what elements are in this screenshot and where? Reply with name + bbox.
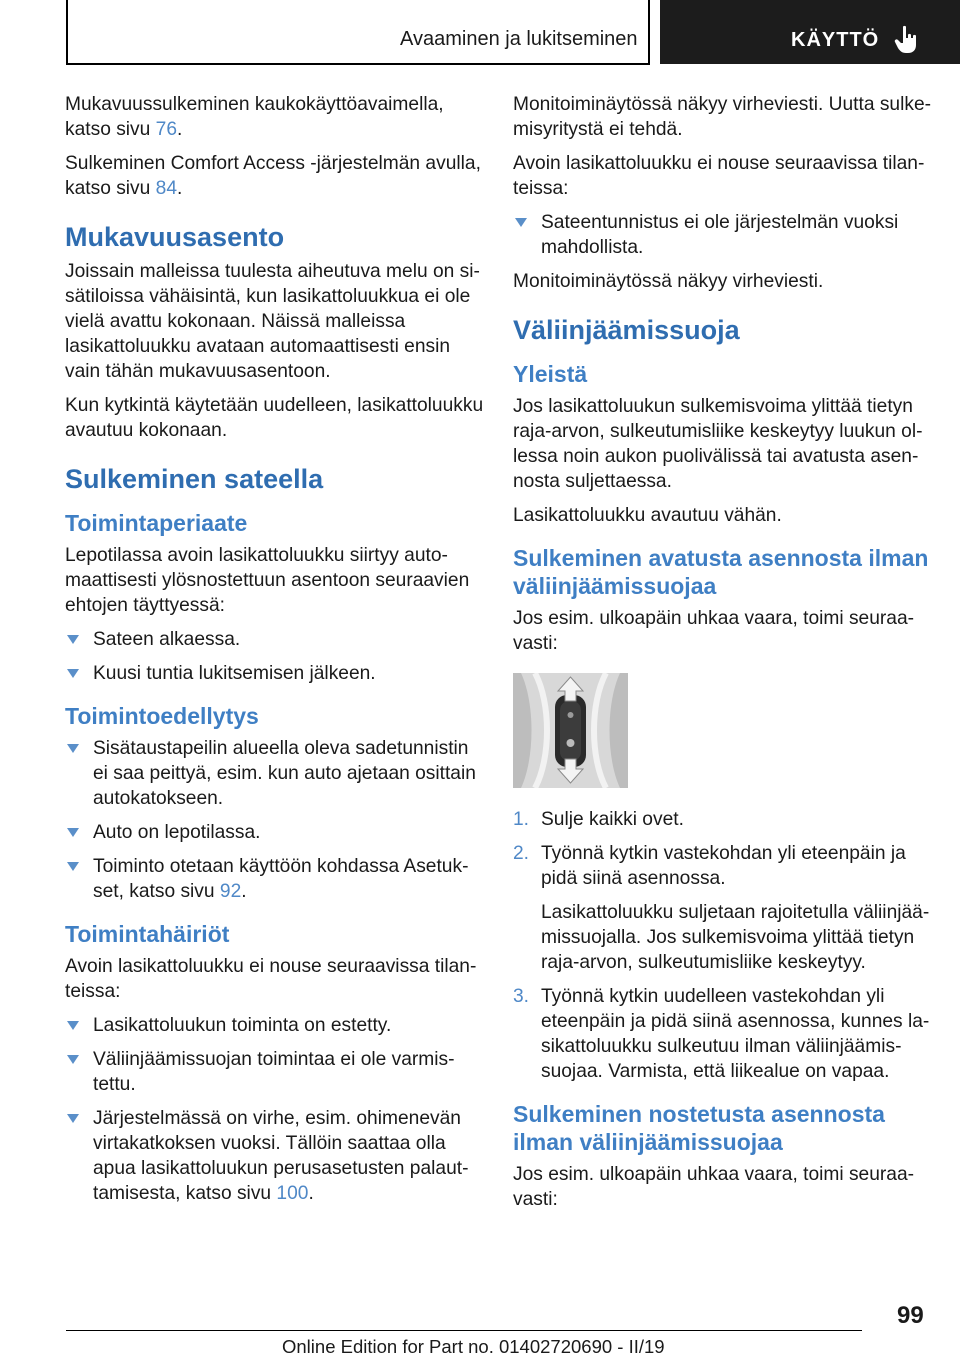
page-link[interactable]: 100 (276, 1183, 309, 1204)
paragraph: Sulkeminen Comfort Access -järjestelmän avulla, katso sivu 84. (65, 153, 481, 199)
left-column (65, 92, 485, 1215)
triangle-bullet-icon (67, 1114, 79, 1123)
roof-switch-illustration (513, 673, 628, 788)
paragraph: Monitoiminäytössä näkyy virheviesti. (513, 271, 824, 292)
bullet-list (513, 210, 933, 260)
paragraph: Monitoiminäytössä näkyy virheviesti. Uutta sulkemisyritystä ei tehdä. (513, 94, 932, 140)
paragraph: Lasikattoluukku avautuu vähän. (513, 505, 782, 526)
chapter-label: KÄYTTÖ (791, 29, 880, 51)
list-item: Lasikattoluukun toiminta on estetty. (65, 1013, 485, 1038)
page-link[interactable]: 92 (219, 881, 242, 902)
triangle-bullet-icon (67, 669, 79, 678)
heading-sulkeminen-avatusta: Sulkeminen avatusta asennosta ilman väliinjäämissuojaa (513, 545, 929, 599)
list-item: Kuusi tuntia lukitsemisen jälkeen. (65, 661, 485, 686)
heading-sulkeminen-nostetusta: Sulkeminen nostetusta asennosta ilman väliinjäämissuojaa (513, 1101, 885, 1155)
step-item: 3. Työnnä kytkin uudelleen vastekohdan yli eteenpäin ja pidä siinä asennossa, kunnes lasikattoluukku sulkeutuu ilman väliinjäämissuojaa. Varmista, että liikealue on vapaa. (513, 986, 930, 1082)
list-item: Väliinjäämissuojan toimintaa ei ole varmistettu. (65, 1047, 485, 1097)
section-title: Avaaminen ja lukitseminen (400, 28, 638, 50)
heading-toimintahairiot: Toimintahäiriöt (65, 921, 230, 947)
list-item: Järjestelmässä on virhe, esim. ohimenevän virtakatkoksen vuoksi. Tällöin saattaa olla apua lasikattoluukun perusasetusten palauttamisesta, katso sivu 100. (65, 1106, 485, 1206)
triangle-bullet-icon (67, 862, 79, 871)
paragraph: Avoin lasikattoluukku ei nouse seuraavissa tilanteissa: (65, 956, 477, 1002)
list-item: Sateentunnistus ei ole järjestelmän vuoksi mahdollista. (513, 210, 933, 260)
paragraph: Avoin lasikattoluukku ei nouse seuraavissa tilanteissa: (513, 153, 925, 199)
paragraph: Mukavuussulkeminen kaukokäyttöavaimella, katso sivu 76. (65, 94, 444, 140)
numbered-steps (513, 807, 933, 1084)
step-item: 2. Työnnä kytkin vastekohdan yli eteenpäin ja pidä siinä asennossa. Lasikattoluukku suljetaan rajoitetulla väliinjäämissuojalla. Jos sulkemisvoima ylittää tietyn raja-arvon, sulkeutumisliike keskeytyy. (513, 843, 930, 973)
page-link[interactable]: 84 (155, 178, 177, 199)
heading-sulkeminen-sateella: Sulkeminen sateella (65, 464, 324, 494)
header-rule-left (66, 0, 68, 64)
triangle-bullet-icon (67, 1055, 79, 1064)
paragraph: Lepotilassa avoin lasikattoluukku siirtyy automaattisesti ylösnostettuun asentoon seuraavien ehtojen täyttyessä: (65, 545, 470, 616)
step-item: 1. Sulje kaikki ovet. (513, 809, 684, 830)
heading-toimintoedellytys: Toimintoedellytys (65, 703, 259, 729)
chapter-tab[interactable] (660, 0, 960, 64)
list-item: Sateen alkaessa. (65, 627, 485, 652)
triangle-bullet-icon (67, 1021, 79, 1030)
list-item: Auto on lepotilassa. (65, 820, 485, 845)
header-rule-bottom (66, 63, 650, 65)
heading-valiinjaamissuoja: Väliinjäämissuoja (513, 315, 740, 345)
bullet-list (65, 736, 485, 904)
bullet-list (65, 627, 485, 686)
list-item: Sisätaustapeilin alueella oleva sadetunnistin ei saa peittyä, esim. kun auto ajetaan osittain autokatokseen. (65, 736, 485, 811)
triangle-bullet-icon (67, 635, 79, 644)
header-rule-right (648, 0, 650, 64)
triangle-bullet-icon (67, 744, 79, 753)
paragraph: Joissain malleissa tuulesta aiheutuva melu on sisätiloissa vähäisintä, kun lasikattoluukkua ei ole vielä avattu kokonaan. Näissä malleissa lasikattoluukku avataan automaattisesti ensin vain tähän mukavuusasentoon. (65, 261, 480, 382)
page-link[interactable]: 76 (155, 119, 177, 140)
hand-pointer-icon (894, 25, 920, 55)
edition-text: Online Edition for Part no. 01402720690 - II/19 (282, 1336, 665, 1357)
heading-toimintaperiaate: Toimintaperiaate (65, 510, 248, 536)
paragraph: Kun kytkintä käytetään uudelleen, lasikattoluukku avautuu kokonaan. (65, 395, 484, 441)
list-item: Toiminto otetaan käyttöön kohdassa Asetukset, katso sivu 92. (65, 854, 485, 904)
page-number: 99 (897, 1302, 924, 1329)
footer-rule (66, 1330, 862, 1331)
heading-yleista: Yleistä (513, 361, 588, 387)
heading-mukavuusasento: Mukavuusasento (65, 222, 285, 252)
bullet-list (65, 1013, 485, 1206)
triangle-bullet-icon (67, 828, 79, 837)
paragraph: Jos esim. ulkoapäin uhkaa vaara, toimi seuraavasti: (513, 608, 915, 654)
right-column (513, 92, 933, 1221)
paragraph: Jos esim. ulkoapäin uhkaa vaara, toimi seuraavasti: (513, 1164, 915, 1210)
triangle-bullet-icon (515, 218, 527, 227)
paragraph: Jos lasikattoluukun sulkemisvoima ylittää tietyn raja-arvon, sulkeutumisliike keskeytyy luukun ollessa noin aukon puolivälissä tai avatusta asennosta suljettaessa. (513, 396, 923, 492)
